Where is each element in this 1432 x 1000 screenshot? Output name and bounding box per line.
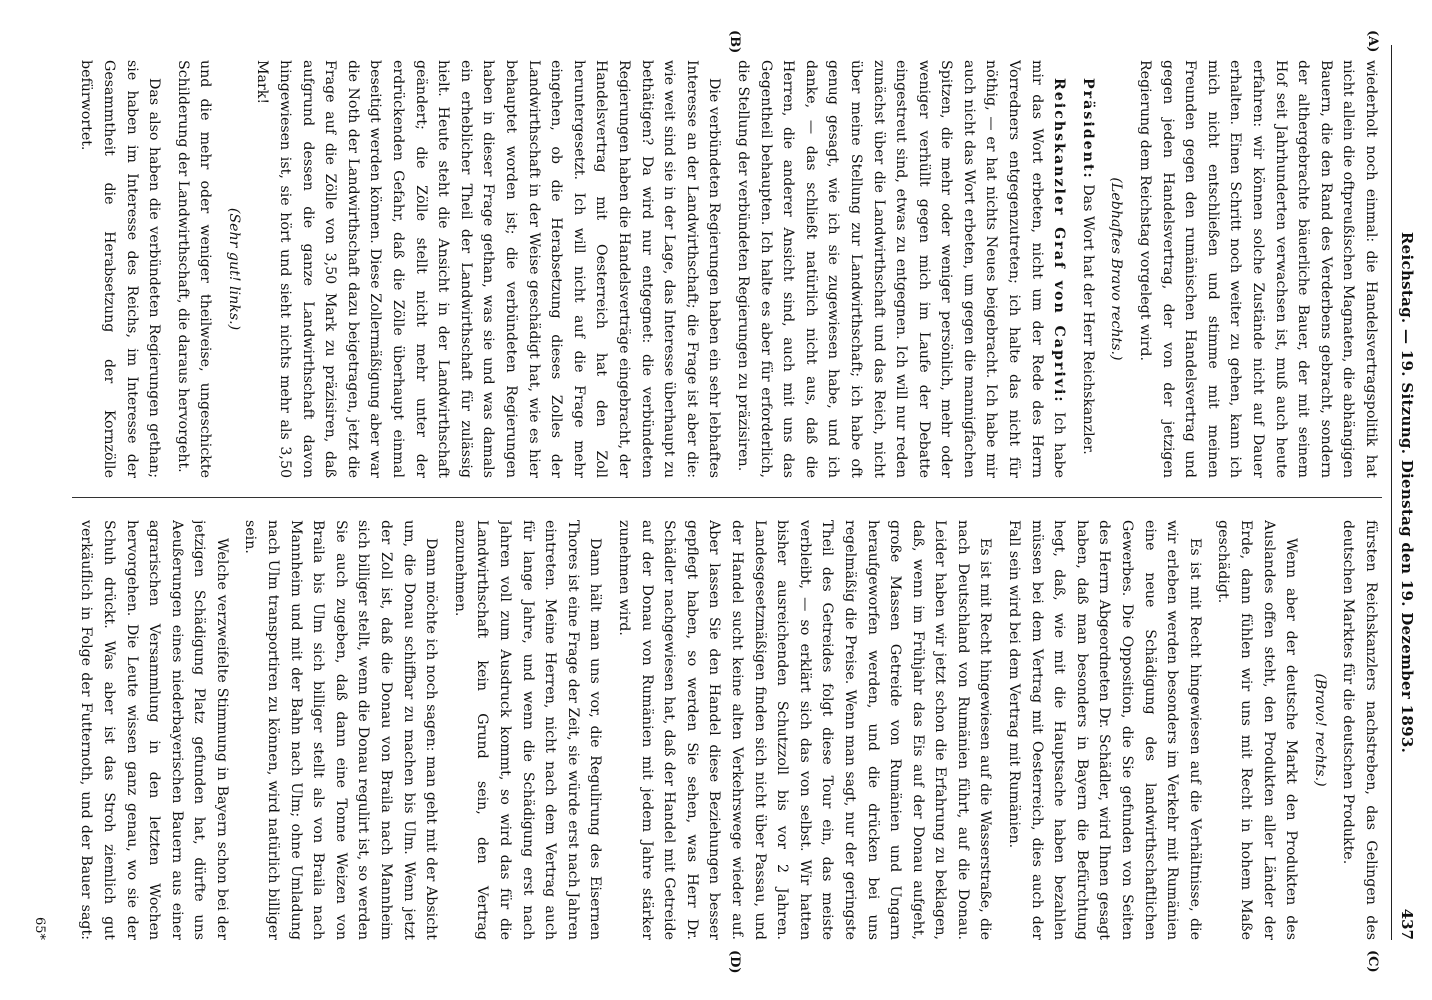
margin-marker-a: (A) bbox=[1365, 30, 1380, 53]
column-divider bbox=[72, 497, 1382, 498]
paragraph: Dann möchte ich noch sagen: man geht mit der Absicht um, die Donau schiffbar zu machen bis Ulm. Wenn jetzt der Zoll ist, daß die Donau von Braila nach Mannheim sich billiger stellt, wenn die Donau regulirt ist, so werden Sie auch zugeben, daß dann eine Tonne Weizen von Braila bis Ulm sich billiger stellt als von Braila nach Mannheim und mit der Bahn nach Ulm; ohne Umladung nach Ulm transportiren zu können, wird natürlich billiger sein. bbox=[242, 520, 440, 940]
paragraph bbox=[1076, 60, 1099, 478]
page-header bbox=[1391, 45, 1422, 940]
left-column bbox=[72, 60, 1382, 478]
margin-marker-c: (C) bbox=[1365, 950, 1380, 973]
paragraph: Wenn aber der deutsche Markt den Produkten des Auslandes offen steht, den Produkten aller Länder der Erde, dann fühlen wir uns mit Recht in hohem Maße geschädigt. bbox=[1215, 520, 1300, 940]
paragraph: Welche verzweifelte Stimmung in Bayern schon bei der jetzigen Schädigung Platz gefunden hat, dürfte uns Aeußerungen eines niederbayerischen Bauern aus einer agrarischen Versammlung in den letzten Wochen hervorgehen. Die Leute wissen ganz genau, wo sie der Schuh drückt. Was aber ist das Stroh ziemlich gut verkäuflich in Folge der Futternoth, und der Bauer sagt: bbox=[78, 520, 230, 940]
paragraph: fürsten Reichskanzlers nachstreben, das Gelingen des deutschen Marktes für die deutschen Produkte. bbox=[1340, 520, 1379, 940]
speaker: Präsident: bbox=[1079, 78, 1096, 180]
margin-marker-d: (D) bbox=[727, 950, 742, 974]
paragraph: Es ist mit Recht hingewiesen auf die Verhältnisse, die wir erleben werden besonders im Verkehr mit Rumänien eine neue Schädigung des landwirthschaftlichen Gewerbes. Die Opposition, die Sie gefunden von Seiten des Herrn Abgeordneten Dr. Schädler, wird Ihnen gesagt haben, daß man besonders in Bayern die Befürchtung hegt, daß, wie mit die Hauptsache haben bezahlen müssen bei dem Vertrag mit Oesterreich, dies auch der Fall sein wird bei dem Vertrag mit Rumänien. bbox=[1006, 520, 1203, 940]
page-title: Reichstag. — 19. Sitzung. Dienstag den 19. Dezember 1893. bbox=[1398, 231, 1416, 754]
margin-marker-b: (B) bbox=[727, 30, 742, 54]
right-column bbox=[72, 520, 1382, 940]
stage-direction: (Sehr gut! links.) bbox=[225, 207, 242, 331]
speech-text: Das Wort hat der Herr Reichskanzler. bbox=[1079, 184, 1096, 455]
speaker: Reichskanzler Graf von Caprivi: bbox=[1051, 78, 1068, 404]
paragraph: Die verbündeten Regierungen haben ein sehr lebhaftes Interesse an der Landwirthschaft; die Frage ist aber die: wie weit sind sie in der Lage, das Interesse überhaupt zu bethätigen? Da wird nur entgegnet: die verbündeten Regierungen haben die Handelsverträge eingebracht, der Handelsvertrag mit Oesterreich hat den Zoll heruntergesetzt. Ich will nicht auf die Frage mehr eingehen, ob die Herabsetzung dieses Zolles der Landwirthschaft in der Weise geschädigt hat, wie es hier behauptet worden ist; die verbündeten Regierungen haben in dieser Frage gethan, was sie und was damals ein erheblicher Theil der Landwirthschaft für zulässig hielt. Heute steht die Ansicht in der Landwirthschaft geändert; die Zölle stellt nicht mehr unter der erdrückenden Gefahr, daß die Zölle überhaupt einmal beseitigt werden können. Diese Zollermäßigung aber war die Noth der Landwirthschaft dazu beigetragen, jetzt die Frage auf die Zölle von 3,50 Mark zu präzisiren, daß aufgrund dessen die ganze Landwirthschaft davon hingewiesen ist, sie hört und sieht nichts mehr als 3,50 Mark! bbox=[254, 60, 723, 478]
speech-text: Ich habe mir das Wort erbeten, nicht um der Rede des Herrn Vorredners entgegenzutreten; ich halte das nicht für nöthig, — er hat nichts Neues beigebracht. Ich habe mir auch nicht das Wort erbeten, um gegen die mannigfachen Spitzen, die mehr oder weniger persönlich, mehr oder weniger verhüllt gegen mich im Laufe der Debatte eingestreut sind, etwas zu entgegnen. Ich will nur reden zunächst über die Landwirthschaft und das Reich, nicht über meine Stellung zur Landwirthschaft; ich habe oft genug gesagt, wie ich sie zugewiesen habe, und ich danke, — das schließt natürlich nicht aus, daß die Herren, die anderer Ansicht sind, auch mit uns das Gegentheil behaupten. Ich halte es aber für erforderlich, die Stellung der verbündeten Regierungen zu präzisiren. bbox=[734, 60, 1068, 478]
paragraph: Es ist mit Recht hingewiesen auf die Wasserstraße, die nach Deutschland von Rumänien führt, auf die Donau. Leider haben wir jetzt schon die Erfahrung zu beklagen, daß, wenn im Frühjahr das Eis auf der Donau aufgeht, große Massen Getreide von Rumänien und Ungarn heraufgeworfen werden, und die drücken bei uns regelmäßig die Preise. Wenn man sagt, nur der geringste Theil des Getreides folgt diese Tour ein, das meiste verbleibt, — so erklärt sich das von selbst. Wir hatten bisher ausreichenden Schutzzoll bis vor 2 Jahren. Landesgesetzmäßigen finden sich nicht über Passau, und der Handel sucht keine alten Verkehrswege wieder auf. Aber lassen Sie den Handel diese Beziehungen besser gepflegt haben, so werden Sie sehen, was Herr Dr. Schädler nachgewiesen hat, daß der Handel mit Getreide auf der Donau von Rumänien mit jedem Jahre stärker zunehmen wird. bbox=[616, 520, 994, 940]
paragraph bbox=[731, 60, 1070, 478]
signature-mark: 65* bbox=[32, 916, 47, 940]
paragraph: wiederholt noch einmal: die Handelsvertragspolitik hat nicht allein die oftpreußischen Magnaten, die abhängigen Bauern, die den Rand des Verderbens gebracht, sondern der althergebrachte bäuerliche Bauer, der mit seinem Hof seit Jahrhunderten verwachsen ist, muß auch heute erfahren: wir können solche Zustände nicht auf Dauer erhalten. Einen Schritt noch weiter zu gehen, kann ich mich nicht entschließen und stimme mit meinen Freunden gegen den rumänischen Handelsvertrag und gegen jeden Handelsvertrag, der von der jetzigen Regierung dem Reichstag vorgelegt wird. bbox=[1137, 60, 1379, 478]
paragraph: Dann hält man uns vor, die Regulirung des Eisernen Thores ist eine Frage der Zeit, sie würde erst nach Jahren eintreten. Meine Herren, nicht nach dem Vertrag auch für lange Jahre, und wenn die Schädigung erst nach Jahren voll zum Ausdruck kommt, so wird das für die Landwirthschaft kein Grund sein, den Vertrag anzunehmen. bbox=[451, 520, 604, 940]
paragraph: und die mehr oder weniger theilweise, ungeschickte Schilderung der Landwirthschaft, die daraus hervorgeht. bbox=[174, 60, 214, 478]
page-number: 437 bbox=[1398, 908, 1416, 940]
paragraph: Das also haben die verbündeten Regierungen gethan; sie haben im Interesse des Reichs, im Interesse der Gesammtheit die Herabsetzung der Kornzölle befürwortet. bbox=[78, 60, 163, 478]
stage-direction: (Lebhaftes Bravo rechts.) bbox=[1108, 177, 1125, 361]
stage-direction: (Bravo! rechts.) bbox=[1311, 673, 1328, 787]
